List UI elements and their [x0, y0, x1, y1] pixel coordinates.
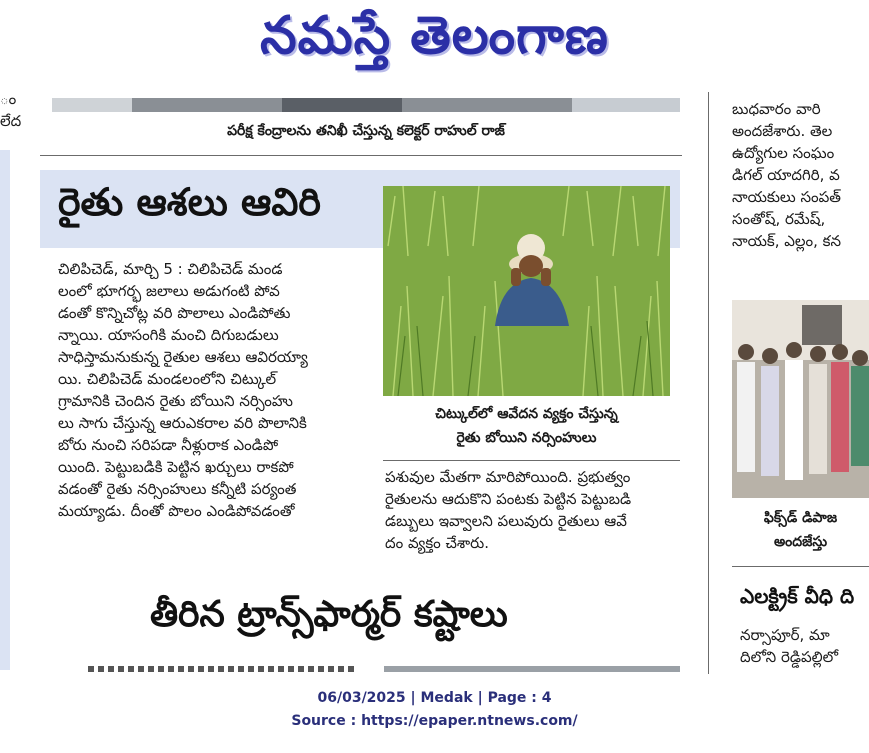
- article-line: రైతులను ఆదుకొని పంటకు పెట్టిన పెట్టుబడి: [385, 490, 632, 508]
- divider: [732, 566, 869, 567]
- right-line: బుధవారం వారి: [732, 100, 821, 118]
- article-line: గ్రామానికి చెందిన రైతు బోయిని నర్సింహు: [58, 392, 293, 410]
- article-line: సాధిస్తామనుకున్న రైతుల ఆశలు ఆవిరయ్యా: [58, 348, 308, 366]
- article-line: యి. చిలిపిచెడ్ మండలంలోని చిట్కుల్: [58, 370, 277, 388]
- divider: [40, 155, 682, 156]
- right-tail-line: దిలోని రెడ్డిపల్లిలో: [740, 648, 839, 666]
- farmer-photo: [383, 186, 670, 396]
- group-caption-line: ఫిక్స్‌డ్ డిపాజ: [763, 510, 838, 526]
- article-continued: [385, 466, 680, 578]
- article-line: డబ్బులు ఇవ్వాలని పలువురు రైతులు ఆవే: [385, 512, 627, 530]
- article-line: లు సాగు చేస్తున్న ఆరుఎకరాల వరి పొలానికి: [58, 414, 307, 432]
- right-line: నాయకులు సంపత్: [732, 188, 841, 206]
- right-headline: ఎలక్ట్రిక్ వీధి ది: [740, 584, 855, 608]
- paddy-field-image: [383, 186, 670, 396]
- newspaper-logo: నమస్తే తెలంగాణ: [260, 6, 609, 66]
- left-column-fragment: [0, 88, 30, 148]
- right-line: ఉద్యోగుల సంఘం: [732, 144, 835, 162]
- divider: [383, 460, 680, 461]
- article-line: చిలిపిచెడ్, మార్చి 5 : చిలిపిచెడ్ మండ: [58, 260, 283, 278]
- top-photo-caption: పరీక్ష కేంద్రాలను తనిఖీ చేస్తున్న కలెక్టర్ రాహుల్ రాజ్: [227, 123, 505, 139]
- right-column-text: [732, 98, 869, 288]
- photo-caption: [383, 402, 670, 450]
- footer-source-link[interactable]: Source : https://epaper.ntnews.com/: [291, 713, 578, 729]
- article-line: దం వ్యక్తం చేశారు.: [385, 534, 490, 552]
- article-line: యింది. పెట్టుబడికి పెట్టిన ఖర్చులు రాకపో: [58, 458, 294, 476]
- left-blue-strip: [0, 150, 10, 670]
- right-line: అందజేశారు. తెల: [732, 122, 833, 140]
- right-line: నాయక్, ఎల్లం, కన: [732, 232, 842, 250]
- article-line: బోరు నుంచి సరిపడా నీళ్లురాక ఎండిపో: [58, 436, 279, 454]
- article-line: లంలో భూగర్భ జలాలు అడుగంటి పోవ: [58, 282, 280, 300]
- column-divider: [708, 92, 709, 674]
- group-photo: [732, 300, 869, 498]
- right-tail-text: [740, 624, 869, 672]
- group-photo-image: [732, 300, 869, 498]
- photo-caption-line: రైతు బోయిని నర్సింహులు: [456, 430, 597, 446]
- article-line: న్నాయి. యాసంగికి మంచి దిగుబడులు: [58, 326, 279, 344]
- article-line: వడంతో రైతు నర్సింహులు కన్నీటి పర్యంత: [58, 480, 297, 498]
- article2-text-edge: [88, 666, 358, 672]
- article-line: డంతో కొన్నిచోట్ల వరి పొలాలు ఎండిపోతు: [58, 304, 291, 322]
- article2-headline: తీరిన ట్రాన్స్‌ఫార్మర్ కష్టాలు: [150, 594, 508, 635]
- article2-photo-edge: [384, 666, 680, 672]
- article-headline: రైతు ఆశలు ఆవిరి: [58, 180, 321, 224]
- footer-date-line: 06/03/2025 | Medak | Page : 4: [317, 690, 552, 706]
- article-body: [58, 258, 370, 578]
- article-line: పశువుల మేతగా మారిపోయింది. ప్రభుత్వం: [385, 468, 631, 486]
- article-line: మయ్యాడు. దీంతో పొలం ఎండిపోవడంతో: [58, 502, 295, 520]
- left-fragment-line: ం: [0, 90, 17, 108]
- left-fragment-line: లేద: [0, 112, 22, 130]
- right-line: డిగల్ యాదగిరి, వ: [732, 166, 840, 184]
- group-photo-caption: [732, 506, 869, 554]
- masthead: [0, 0, 869, 78]
- photo-caption-line: చిట్కుల్‌లో ఆవేదన వ్యక్తం చేస్తున్న: [435, 406, 618, 422]
- right-tail-line: నర్సాపూర్, మా: [740, 626, 830, 644]
- top-photo-strip: [52, 98, 680, 112]
- group-caption-line: అందజేస్తు: [773, 534, 828, 550]
- right-line: సంతోష్, రమేష్,: [732, 210, 826, 228]
